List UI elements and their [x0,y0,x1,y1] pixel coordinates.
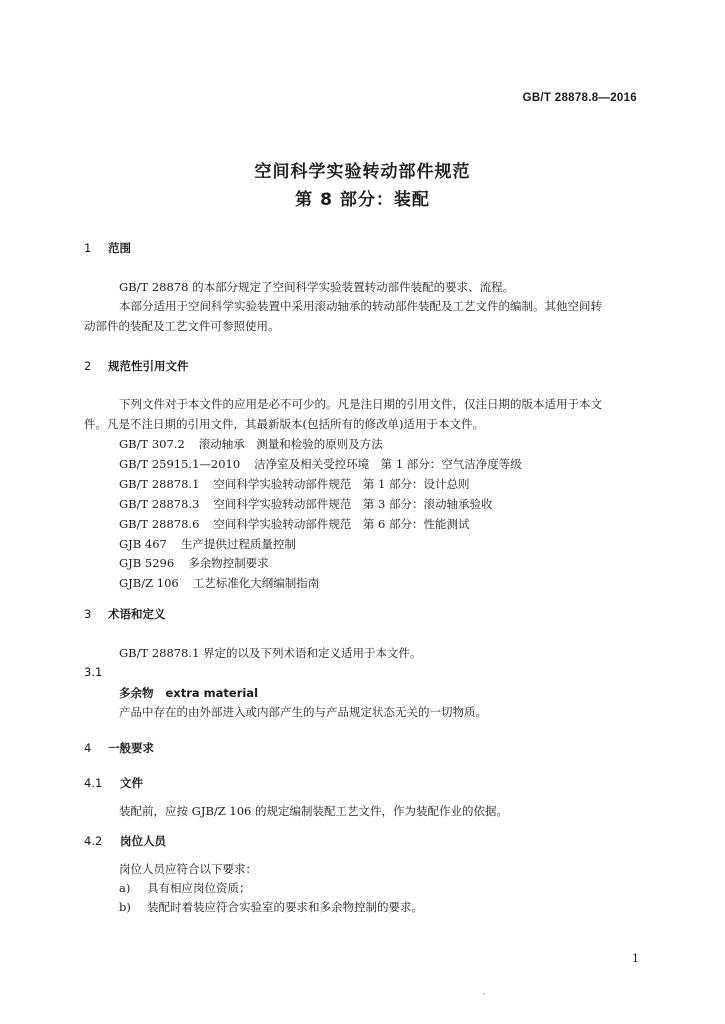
reference-code: GJB 467 [119,537,167,551]
subsection-number: 4.1 [84,776,103,790]
reference-item [119,555,269,571]
subsection-4-2-heading [84,833,166,849]
term-chinese: 多余物 [119,686,154,700]
subsection-number: 4.2 [84,834,103,848]
section-title: 范围 [108,241,131,255]
paragraph: 装配前，应按 GJB/Z 106 的规定编制装配工艺文件，作为装配作业的依据。 [119,804,509,818]
subsection-title: 岗位人员 [120,834,166,848]
term-definition: 产品中存在的由外部进入或内部产生的与产品规定状态无关的一切物质。 [119,705,487,719]
reference-item [119,575,319,591]
reference-item [119,496,493,512]
reference-item [119,516,470,532]
section-title: 规范性引用文件 [108,359,189,373]
paragraph: 下列文件对于本文件的应用是必不可少的。凡是注日期的引用文件，仅注日期的版本适用于本文 [119,397,602,411]
list-item [119,899,423,915]
reference-item [119,476,470,492]
list-item-text: 装配时着装应符合实验室的要求和多余物控制的要求。 [147,900,423,914]
section-4-heading [84,740,154,756]
reference-title: 生产提供过程质量控制 [180,537,296,551]
list-marker: a) [119,881,131,895]
reference-code: GB/T 28878.1 [119,477,200,491]
paragraph: GB/T 28878.1 界定的以及下列术语和定义适用于本文件。 [119,646,422,660]
standard-code: GB/T 28878.8—2016 [522,92,637,104]
reference-title: 空间科学实验转动部件规范 第 6 部分：性能测试 [213,517,470,531]
reference-title: 多余物控制要求 [188,556,269,570]
reference-code: GJB/Z 106 [119,576,179,590]
reference-code: GB/T 307.2 [119,437,185,451]
page-number: 1 [632,952,639,965]
paragraph-continuation: 件。凡是不注日期的引用文件，其最新版本(包括所有的修改单)适用于本文件。 [84,417,484,431]
term-label [119,685,258,701]
term-english: extra material [165,686,259,700]
reference-title: 工艺标准化大纲编制指南 [192,576,320,590]
list-item-text: 具有相应岗位资质； [147,881,251,895]
section-title: 一般要求 [108,741,154,755]
list-marker: b) [119,900,131,914]
paragraph: GB/T 28878 的本部分规定了空间科学实验装置转动部件装配的要求、流程。 [119,280,515,294]
reference-code: GJB 5296 [119,556,175,570]
reference-code: GB/T 28878.6 [119,517,200,531]
section-number: 4 [84,741,92,755]
section-1-heading [84,240,131,256]
reference-item [119,436,383,452]
term-number [84,665,120,679]
reference-code: GB/T 28878.3 [119,497,200,511]
section-number: 1 [84,241,92,255]
list-item [119,880,251,896]
section-3-heading [84,606,166,622]
reference-code: GB/T 25915.1—2010 [119,457,241,471]
reference-item [119,536,296,552]
section-2-heading [84,358,189,374]
paragraph-continuation: 动部件的装配及工艺文件可参照使用。 [84,319,280,333]
paragraph: 本部分适用于空间科学实验装置中采用滚动轴承的转动部件装配及工艺文件的编制。其他空间转 [119,299,602,313]
document-title: 空间科学实验转动部件规范 [254,162,471,182]
section-number: 3 [84,607,92,621]
reference-title: 空间科学实验转动部件规范 第 1 部分：设计总则 [213,477,470,491]
reference-title: 空间科学实验转动部件规范 第 3 部分：滚动轴承验收 [213,497,493,511]
paragraph: 岗位人员应符合以下要求： [119,862,257,876]
reference-item [119,456,522,472]
term-entry-number: 3.1 [84,665,103,679]
document-subtitle: 第 8 部分：装配 [295,190,430,210]
reference-title: 滚动轴承 测量和检验的原则及方法 [198,437,383,451]
reference-title: 洁净室及相关受控环境 第 1 部分：空气洁净度等级 [254,457,522,471]
scan-speck [483,993,485,995]
section-number: 2 [84,359,92,373]
subsection-title: 文件 [120,776,143,790]
subsection-4-1-heading [84,775,143,791]
section-title: 术语和定义 [108,607,166,621]
